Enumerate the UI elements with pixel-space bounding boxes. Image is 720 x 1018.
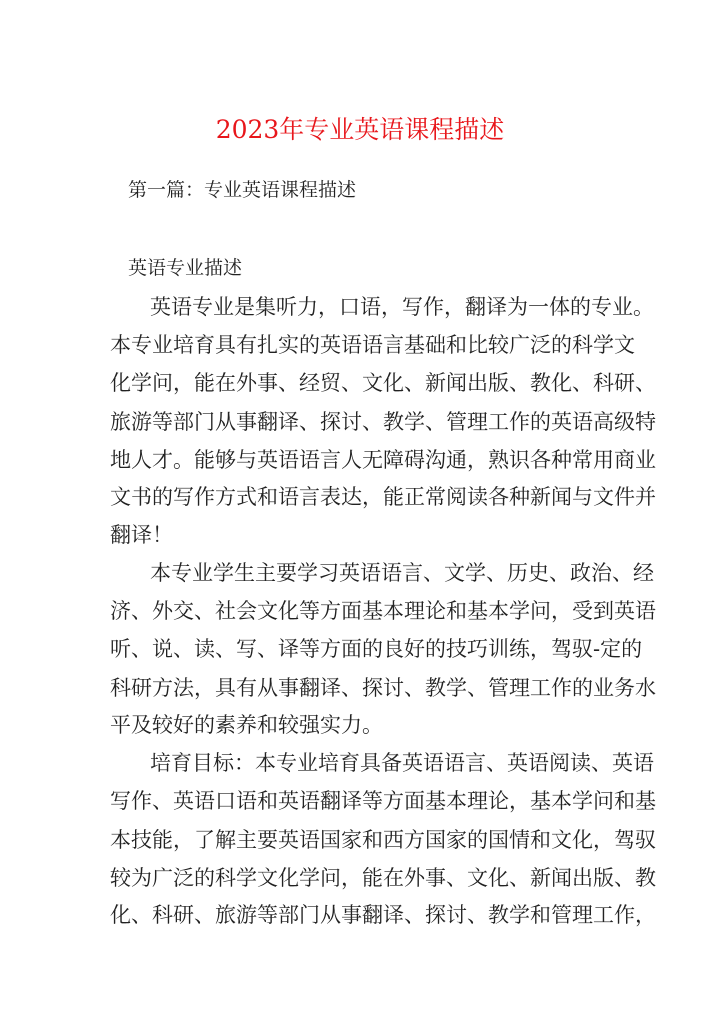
text-line: 培育目标：本专业培育具备英语语言、英语阅读、英语 — [150, 751, 654, 775]
text-line: 写作、英语口语和英语翻译等方面基本理论，基本学问和基 — [110, 789, 656, 813]
text-line: 文书的写作方式和语言表达，能正常阅读各种新闻与文件并 — [110, 485, 656, 509]
text-line: 地人才。能够与英语语言人无障碍沟通，熟识各种常用商业 — [110, 448, 656, 472]
text-line: 本专业培育具有扎实的英语语言基础和比较广泛的科学文 — [110, 333, 635, 357]
text-line: 翻译！ — [110, 523, 173, 547]
text-line: 本专业学生主要学习英语语言、文学、历史、政治、经 — [150, 561, 654, 585]
text-line: 听、说、读、写、译等方面的良好的技巧训练，驾驭-定的 — [110, 637, 643, 661]
text-line: 本技能，了解主要英语国家和西方国家的国情和文化，驾驭 — [110, 828, 656, 852]
text-line: 较为广泛的科学文化学问，能在外事、文化、新闻出版、教 — [110, 866, 656, 890]
text-line: 济、外交、社会文化等方面基本理论和基本学问，受到英语 — [110, 599, 656, 623]
text-line: 英语专业是集听力，口语，写作，翻译为一体的专业。 — [150, 295, 654, 319]
section-heading: 英语专业描述 — [128, 257, 243, 279]
text-line: 科研方法，具有从事翻译、探讨、教学、管理工作的业务水 — [110, 676, 656, 700]
document-title: 2023年专业英语课程描述 — [215, 115, 505, 144]
text-line: 化、科研、旅游等部门从事翻译、探讨、教学和管理工作， — [110, 903, 656, 927]
chapter-heading: 第一篇：专业英语课程描述 — [128, 179, 357, 201]
text-line: 化学问，能在外事、经贸、文化、新闻出版、教化、科研、 — [110, 371, 656, 395]
text-line: 旅游等部门从事翻译、探讨、教学、管理工作的英语高级特 — [110, 410, 656, 434]
text-line: 平及较好的素养和较强实力。 — [110, 713, 383, 737]
